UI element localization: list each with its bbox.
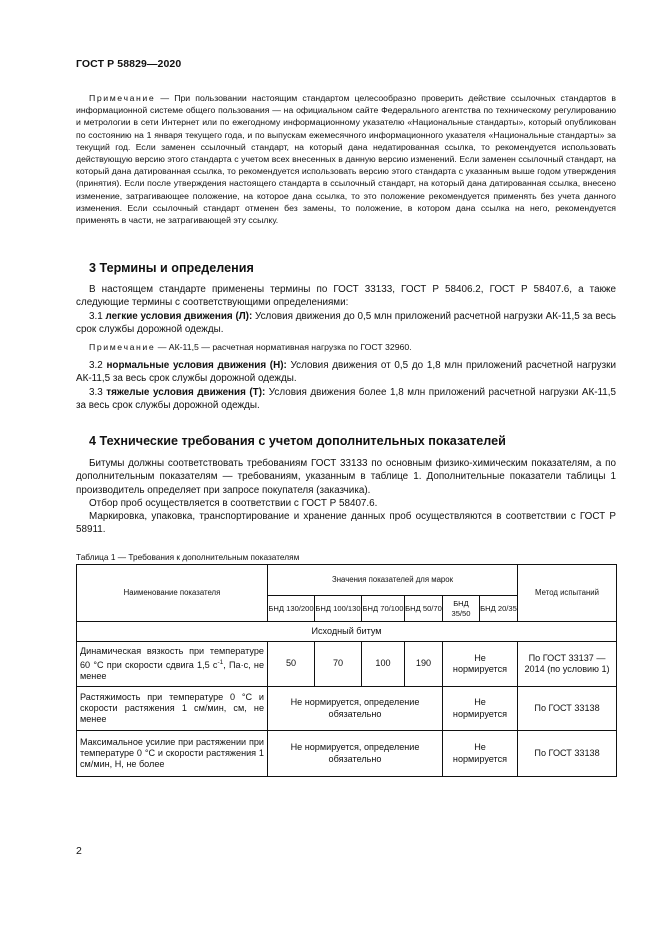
section-3-body [76,283,616,412]
grade-cell: БНД 70/100 [362,596,405,622]
header-name-cell: Наименование показателя [77,565,268,622]
group-row: Исходный битум [77,622,617,642]
term-note-text: — АК-11,5 — расчетная нормативная нагрузка по ГОСТ 32960. [155,342,412,353]
method-cell: По ГОСТ 33138 [518,687,617,731]
header-values-cell: Значения показателей для марок [268,565,518,596]
value-cell: Не нормируется, определение обязательно [268,687,443,731]
note-text: — При пользовании настоящим стандартом целесообразно проверить действие ссылочных стандартов в информационной системе общего пользования — на официальном сайте Федерального агентства по техническому регулированию и метрологии в сети Интернет или по ежегодному информационному указателю «Национальные стандарты», который опубликован по состоянию на 1 января текущего года, и по выпускам ежемесячного информационного указателя «Национальные стандарты» за текущий год. Если заменен ссылочный стандарт, на который дана недатированная ссылка, то рекомендуется использовать действующую версию этого стандарта с учетом всех внесенных в данную версию изменений. Если заменен ссылочный стандарт, на который дана датированная ссылка, то рекомендуется использовать версию этого стандарта с указанным выше годом утверждения (принятия). Если после утверждения настоящего стандарта в ссылочный стандарт, на который дана датированная ссылка, внесено изменение, затрагивающее положение, на которое дана ссылка, то это положение рекомендуется применять без учета данного изменения. Если ссылочный стандарт отменен без замены, то положение, в котором дана ссылка на него, рекомендуется применять в части, не затрагивающей эту ссылку. [76,93,616,226]
row-name-tail: , Па·с, не менее [80,659,265,682]
term-3-1 [76,310,616,337]
row-name-cell [77,642,268,687]
term-number: 3.2 [89,360,107,372]
note-lead: Примечание [89,93,156,103]
section-4-title: 4 Технические требования с учетом дополнительных показателей [89,434,506,448]
term-3-3 [76,386,616,413]
table-row [77,731,617,777]
term-number: 3.3 [89,386,107,398]
row-name-cell: Растяжимость при температуре 0 °С и скорости растяжения 1 см/мин, см, не менее [77,687,268,731]
value-cell: 190 [405,642,443,687]
row-name-exponent: -1 [217,658,224,666]
term-number: 3.1 [89,310,106,322]
table-row [77,642,617,687]
section-4-p2: Отбор проб осуществляется в соответствии с ГОСТ Р 58407.6. [89,497,378,509]
section-4-p3: Маркировка, упаковка, транспортирование и хранение данных проб осуществляются в соответствии с ГОСТ Р 58911. [76,511,616,536]
grade-cell: БНД 130/200 [268,596,315,622]
section-4-body [76,457,616,537]
row-name: Динамическая вязкость при температуре 60 °С при скорости сдвига 1,5 с [80,645,264,670]
value-cell: Не нормируется [443,642,518,687]
value-cell: 50 [268,642,315,687]
value-cell: Не нормируется, определение обязательно [268,731,443,777]
grade-cell: БНД 20/35 [480,596,518,622]
section-3-intro: В настоящем стандарте применены термины по ГОСТ 33133, ГОСТ Р 58406.2, ГОСТ Р 58407.6, а также следующие термины с соответствующими определениями: [76,284,616,309]
header-method-cell: Метод испытаний [518,565,617,622]
grade-cell: БНД 100/130 [315,596,362,622]
grade-cell: БНД 35/50 [443,596,480,622]
term-name: тяжелые условия движения (Т): [106,386,266,398]
row-name-cell: Максимальное усилие при растяжении при температуре 0 °С и скорости растяжения 1 см/мин, Н, не более [77,731,268,777]
method-cell: По ГОСТ 33137 — 2014 (по условию 1) [518,642,617,687]
term-name: легкие условия движения (Л): [105,310,253,322]
term-definition: Условия движения более 1,8 млн приложений расчетной нагрузки АК-11,5 за весь срок службы дорожной одежды. [76,386,616,412]
term-note-lead: Примечание [89,342,156,353]
section-4-p1: Битумы должны соответствовать требованиям ГОСТ 33133 по основным физико-химическим показателям, а по дополнительным показателям — требованиям, указанным в таблице 1. Дополнительные показатели таблицы 1 производитель определяет при запросе покупателя (заказчика). [76,458,616,496]
term-name: нормальные условия движения (Н): [106,360,287,372]
term-definition: Условия движения от 0,5 до 1,8 млн приложений расчетной нагрузки АК-11,5 за весь срок службы дорожной одежды. [76,360,616,385]
value-cell: Не нормируется [443,687,518,731]
value-cell: 70 [315,642,362,687]
page-number: 2 [76,845,82,857]
grade-cell: БНД 50/70 [405,596,443,622]
reference-note [76,92,616,226]
value-cell: 100 [362,642,405,687]
term-note [76,341,616,353]
term-definition: Условия движения до 0,5 млн приложений расчетной нагрузки АК-11,5 за весь срок службы дорожной одежды. [76,310,616,335]
requirements-table [76,564,617,777]
table-row [77,687,617,731]
table-caption: Таблица 1 — Требования к дополнительным показателям [76,552,300,562]
term-3-2 [76,359,616,386]
method-cell: По ГОСТ 33138 [518,731,617,777]
value-cell: Не нормируется [443,731,518,777]
document-header: ГОСТ Р 58829—2020 [76,58,182,70]
section-3-title: 3 Термины и определения [89,261,254,275]
